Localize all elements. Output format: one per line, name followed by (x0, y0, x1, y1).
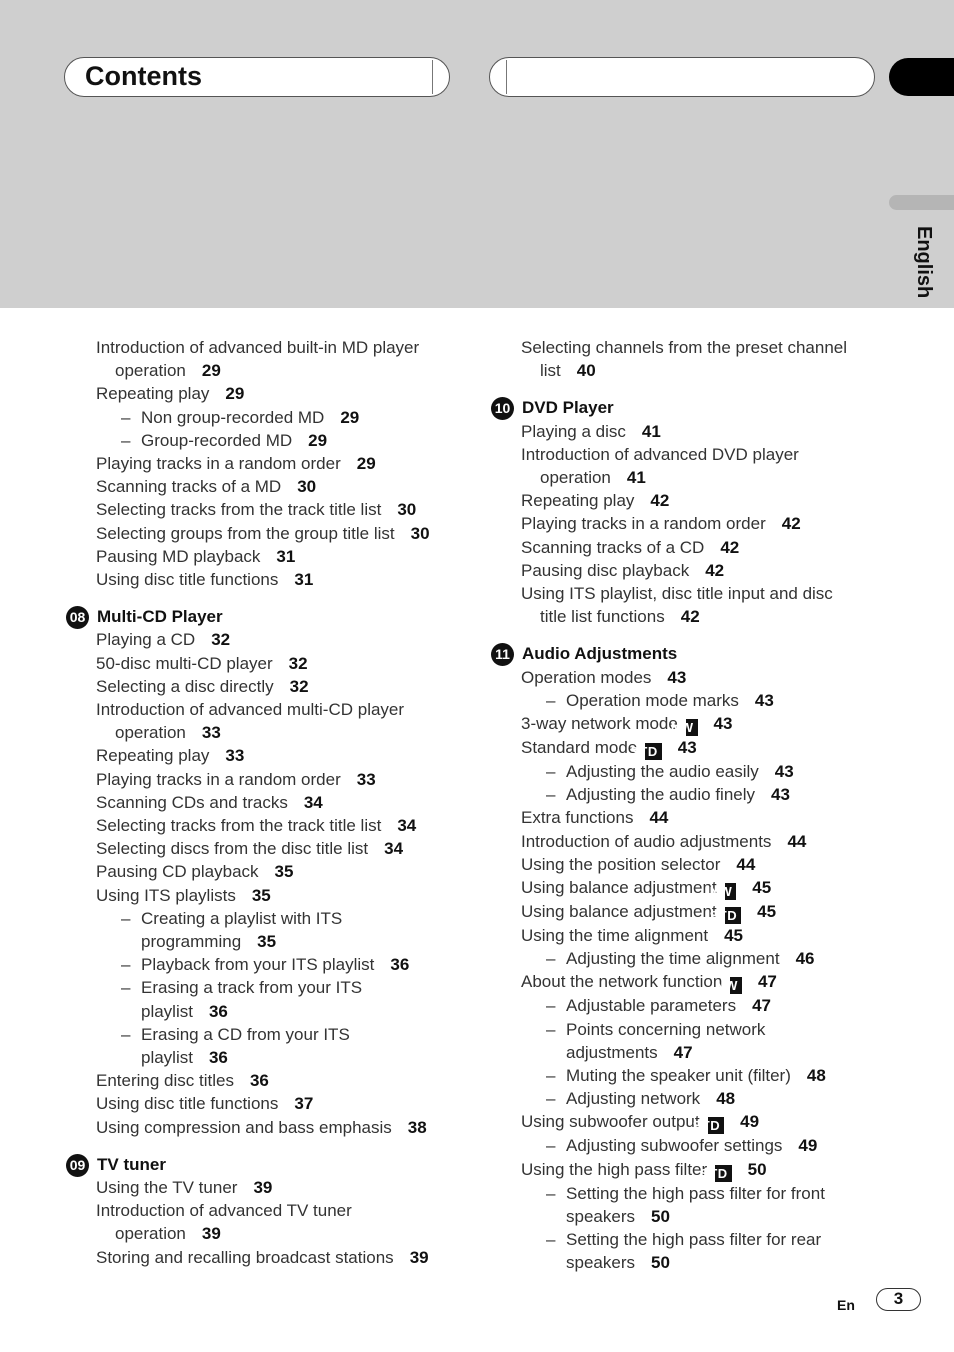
title-box-divider (432, 60, 433, 94)
toc-entry[interactable] (546, 760, 889, 783)
toc-page-number: 29 (201, 361, 221, 381)
section-number-badge: 10 (491, 397, 514, 420)
toc-entry-text: Adjusting the audio finely (566, 785, 756, 805)
toc-entry-text: Using balance adjustment (521, 878, 717, 898)
toc-page-number: 36 (249, 1071, 269, 1091)
toc-entry[interactable] (96, 336, 464, 382)
toc-page-number: 29 (225, 384, 245, 404)
toc-entry-text: Adjusting the time alignment (566, 949, 780, 969)
mode-badge: NW (725, 883, 737, 900)
toc-entry[interactable] (521, 806, 889, 829)
section-title: DVD Player (522, 398, 614, 418)
toc-page-number: 39 (253, 1178, 273, 1198)
toc-page-number: 42 (781, 514, 801, 534)
toc-entry-text: Using the position selector (521, 854, 721, 874)
toc-entry-text: Using the TV tuner (96, 1178, 238, 1198)
toc-page-number: 34 (397, 816, 417, 836)
toc-entry-text: Extra functions (521, 808, 634, 828)
dash-bullet: – (546, 1136, 556, 1156)
toc-page-number: 50 (650, 1253, 670, 1273)
toc-entry-text: Playing tracks in a random order (96, 769, 341, 789)
section-heading[interactable] (489, 396, 889, 419)
toc-entry[interactable] (521, 900, 889, 924)
toc-page-number: 44 (649, 808, 669, 828)
section-title: Multi-CD Player (97, 607, 223, 627)
toc-page-number: 36 (208, 1048, 228, 1068)
toc-entry[interactable] (521, 336, 889, 382)
toc-page-number: 32 (289, 676, 309, 696)
toc-entry[interactable] (96, 652, 464, 675)
toc-entry[interactable] (521, 443, 889, 489)
toc-page-number: 45 (757, 902, 777, 922)
toc-page-number: 35 (257, 932, 277, 952)
toc-page-number: 43 (771, 785, 790, 805)
dash-bullet: – (546, 1183, 556, 1203)
toc-page-number: 39 (409, 1247, 429, 1267)
toc-entry[interactable] (546, 783, 889, 806)
toc-entry[interactable] (96, 475, 464, 498)
toc-entry-text: Setting the high pass filter for front speakers (566, 1183, 825, 1226)
toc-entry-text: Selecting groups from the group title list (96, 523, 395, 543)
toc-entry-text: 50-disc multi-CD player (96, 653, 273, 673)
toc-entry[interactable] (521, 420, 889, 443)
toc-entry[interactable] (521, 830, 889, 853)
footer-language-code: En (837, 1297, 855, 1313)
language-tab-marker (889, 195, 954, 210)
toc-entry-text: Storing and recalling broadcast stations (96, 1247, 394, 1267)
toc-entry[interactable] (96, 744, 464, 767)
toc-entry[interactable] (96, 628, 464, 651)
toc-entry-text: Playing a disc (521, 421, 626, 441)
dash-bullet: – (121, 955, 131, 975)
toc-entry-text: Using balance adjustment (521, 902, 717, 922)
toc-entry-text: Using compression and bass emphasis (96, 1117, 392, 1137)
blank-box-divider (506, 60, 507, 94)
title-box (64, 57, 450, 97)
dash-bullet: – (546, 785, 556, 805)
toc-page-number: 40 (576, 361, 596, 381)
toc-page-number: 42 (720, 537, 740, 557)
toc-entry-text: Introduction of audio adjustments (521, 831, 772, 851)
toc-entry[interactable] (121, 406, 464, 429)
dash-bullet: – (546, 762, 556, 782)
blank-header-box (489, 57, 875, 97)
dash-bullet: – (121, 1024, 131, 1044)
toc-page-number: 41 (641, 421, 661, 441)
toc-entry-text: Playback from your ITS playlist (141, 955, 375, 975)
toc-entry-text: Adjusting network (566, 1089, 701, 1109)
toc-entry[interactable] (96, 768, 464, 791)
toc-entry[interactable] (96, 814, 464, 837)
section-heading[interactable] (64, 1153, 464, 1176)
toc-entry-text: Using the time alignment (521, 926, 709, 946)
toc-entry[interactable] (96, 860, 464, 883)
toc-entry[interactable] (121, 976, 464, 1022)
toc-page-number: 43 (667, 667, 687, 687)
toc-entry-text: Erasing a track from your ITS playlist (141, 978, 363, 1021)
toc-page-number: 44 (736, 854, 756, 874)
toc-entry-text: Group-recorded MD (141, 430, 293, 450)
toc-entry-text: Playing tracks in a random order (521, 514, 766, 534)
toc-entry[interactable] (521, 712, 889, 736)
dash-bullet: – (546, 1230, 556, 1250)
toc-page-number: 30 (397, 500, 417, 520)
toc-entry[interactable] (521, 1158, 889, 1182)
toc-entry[interactable] (521, 489, 889, 512)
toc-page-number: 43 (677, 738, 697, 758)
toc-entry-text: Introduction of advanced TV tuner operation (96, 1201, 352, 1244)
toc-page-number: 32 (288, 653, 308, 673)
section-title: Audio Adjustments (522, 644, 678, 664)
toc-entry-text: Using ITS playlist, disc title input and disc title list functions (521, 584, 833, 627)
toc-entry-text: Adjusting subwoofer settings (566, 1136, 783, 1156)
toc-entry-text: Entering disc titles (96, 1071, 234, 1091)
toc-entry-text: Operation mode marks (566, 690, 739, 710)
toc-page-number: 48 (716, 1089, 736, 1109)
toc-page-number: 49 (740, 1112, 760, 1132)
section-number-badge: 11 (491, 643, 514, 666)
toc-page-number: 42 (705, 560, 725, 580)
toc-page-number: 50 (650, 1206, 670, 1226)
toc-entry[interactable] (96, 1176, 464, 1199)
mode-badge: STD (645, 743, 662, 760)
toc-entry-text: Scanning tracks of a CD (521, 537, 705, 557)
toc-page-number: 29 (356, 454, 376, 474)
toc-entry[interactable] (96, 498, 464, 521)
toc-page-number: 29 (340, 407, 360, 427)
toc-entry-text: Pausing disc playback (521, 560, 690, 580)
section-heading[interactable] (64, 605, 464, 628)
toc-page-number: 30 (410, 523, 430, 543)
toc-entry-text: Using disc title functions (96, 570, 279, 590)
toc-page-number: 35 (251, 885, 271, 905)
toc-page-number: 48 (806, 1066, 826, 1086)
toc-page-number: 37 (294, 1094, 314, 1114)
toc-page-number: 42 (650, 491, 670, 511)
dash-bullet: – (121, 430, 131, 450)
toc-entry-text: Pausing CD playback (96, 862, 259, 882)
dash-bullet: – (546, 949, 556, 969)
toc-page-number: 36 (390, 955, 410, 975)
toc-entry[interactable] (96, 791, 464, 814)
toc-page-number: 36 (208, 1001, 228, 1021)
toc-entry-text: Selecting discs from the disc title list (96, 839, 369, 859)
toc-entry-text: Adjustable parameters (566, 996, 737, 1016)
mode-badge: NW (686, 719, 698, 736)
toc-entry-text: Setting the high pass filter for rear speakers (566, 1230, 822, 1273)
toc-entry-text: Standard mode (521, 738, 638, 758)
toc-entry-text: Scanning CDs and tracks (96, 792, 288, 812)
toc-entry[interactable] (121, 907, 464, 953)
mode-badge: STD (715, 1165, 732, 1182)
toc-page-number: 35 (274, 862, 294, 882)
toc-entry[interactable] (521, 970, 889, 994)
toc-entry-text: Introduction of advanced built-in MD player operation (96, 338, 420, 381)
toc-entry[interactable] (96, 522, 464, 545)
toc-entry[interactable] (96, 1069, 464, 1092)
toc-entry[interactable] (521, 666, 889, 689)
mode-badge: STD (708, 1117, 725, 1134)
toc-page-number: 43 (774, 762, 794, 782)
toc-entry-text: Pausing MD playback (96, 546, 261, 566)
toc-entry-text: Points concerning network adjustments (566, 1019, 766, 1062)
section-tab-marker (889, 58, 954, 96)
toc-page-number: 33 (225, 746, 245, 766)
page-title: Contents (85, 61, 202, 91)
toc-entry-text: Operation modes (521, 667, 652, 687)
toc-entry[interactable] (546, 1064, 889, 1087)
toc-entry[interactable] (546, 689, 889, 712)
toc-entry[interactable] (96, 1116, 464, 1139)
toc-entry[interactable] (521, 512, 889, 535)
section-title: TV tuner (97, 1154, 166, 1174)
toc-entry[interactable] (96, 568, 464, 591)
toc-page-number: 49 (798, 1136, 818, 1156)
toc-page-number: 44 (787, 831, 807, 851)
toc-entry-text: Repeating play (96, 746, 210, 766)
section-number-badge: 09 (66, 1154, 89, 1177)
toc-entry[interactable] (96, 1092, 464, 1115)
toc-entry[interactable] (121, 429, 464, 452)
dash-bullet: – (546, 1066, 556, 1086)
mode-badge: NW (730, 977, 742, 994)
toc-entry-text: Selecting a disc directly (96, 676, 274, 696)
toc-entry[interactable] (546, 947, 889, 970)
dash-bullet: – (546, 996, 556, 1016)
toc-entry-text: About the network function (521, 972, 723, 992)
toc-entry-text: Scanning tracks of a MD (96, 477, 282, 497)
page-number: 3 (876, 1288, 921, 1311)
toc-page-number: 47 (673, 1042, 693, 1062)
toc-page-number: 47 (752, 996, 772, 1016)
header-band (0, 0, 954, 308)
toc-entry[interactable] (546, 1134, 889, 1157)
toc-entry-text: Repeating play (521, 491, 635, 511)
toc-entry[interactable] (546, 1228, 889, 1274)
toc-entry[interactable] (121, 1023, 464, 1069)
toc-entry-text: Selecting channels from the preset channel list (521, 338, 848, 381)
toc-page-number: 42 (680, 607, 700, 627)
toc-entry-text: Muting the speaker unit (filter) (566, 1066, 791, 1086)
toc-entry[interactable] (96, 1246, 464, 1269)
toc-entry-text: Repeating play (96, 384, 210, 404)
toc-left-column (64, 336, 464, 1269)
toc-entry[interactable] (521, 924, 889, 947)
toc-entry[interactable] (96, 698, 464, 744)
toc-entry-text: Using disc title functions (96, 1094, 279, 1114)
toc-entry-text: Non group-recorded MD (141, 407, 325, 427)
toc-entry-text: Erasing a CD from your ITS playlist (141, 1024, 350, 1068)
dash-bullet: – (121, 407, 131, 427)
toc-page-number: 30 (297, 477, 317, 497)
toc-entry[interactable] (96, 675, 464, 698)
toc-page-number: 29 (308, 430, 328, 450)
toc-page-number: 34 (303, 792, 323, 812)
toc-entry[interactable] (546, 994, 889, 1017)
toc-entry-text: Introduction of advanced multi-CD player operation (96, 700, 405, 743)
toc-entry[interactable] (546, 1182, 889, 1228)
toc-page-number: 43 (754, 690, 774, 710)
toc-page-number: 46 (795, 949, 815, 969)
toc-entry-text: Using the high pass filter (521, 1159, 708, 1179)
dash-bullet: – (546, 1089, 556, 1109)
language-tab-label: English (913, 226, 935, 299)
toc-entry-text: Adjusting the audio easily (566, 762, 759, 782)
toc-right-column (489, 336, 889, 1274)
toc-page-number: 31 (276, 546, 296, 566)
toc-entry[interactable] (546, 1018, 889, 1064)
dash-bullet: – (546, 690, 556, 710)
toc-entry-text: Selecting tracks from the track title list (96, 816, 382, 836)
toc-page-number: 34 (384, 839, 404, 859)
toc-page-number: 47 (757, 972, 777, 992)
toc-entry-text: 3-way network mode (521, 714, 678, 734)
toc-entry[interactable] (121, 953, 464, 976)
toc-page-number: 38 (407, 1117, 427, 1137)
toc-page-number: 50 (747, 1159, 767, 1179)
dash-bullet: – (121, 908, 131, 928)
toc-entry[interactable] (96, 452, 464, 475)
section-number-badge: 08 (66, 606, 89, 629)
toc-entry[interactable] (521, 582, 889, 628)
dash-bullet: – (546, 1019, 556, 1039)
toc-entry-text: Playing a CD (96, 630, 196, 650)
toc-entry[interactable] (546, 1087, 889, 1110)
toc-entry[interactable] (96, 837, 464, 860)
toc-entry-text: Creating a playlist with ITS programming (141, 908, 343, 952)
toc-page-number: 45 (724, 926, 744, 946)
toc-page-number: 31 (294, 570, 314, 590)
toc-entry[interactable] (521, 736, 889, 760)
toc-page-number: 43 (713, 714, 733, 734)
toc-entry-text: Introduction of advanced DVD player operation (521, 444, 799, 487)
mode-badge: STD (725, 907, 742, 924)
dash-bullet: – (121, 978, 131, 998)
toc-page-number: 33 (201, 723, 221, 743)
toc-entry[interactable] (521, 536, 889, 559)
toc-page-number: 32 (211, 630, 231, 650)
toc-entry[interactable] (521, 853, 889, 876)
toc-page-number: 39 (201, 1224, 221, 1244)
toc-entry-text: Playing tracks in a random order (96, 454, 341, 474)
toc-entry-text: Using ITS playlists (96, 885, 236, 905)
toc-page-number: 41 (626, 468, 646, 487)
toc-entry[interactable] (96, 884, 464, 907)
toc-page-number: 45 (752, 878, 772, 898)
section-heading[interactable] (489, 642, 889, 665)
toc-entry[interactable] (96, 382, 464, 405)
toc-entry[interactable] (521, 559, 889, 582)
toc-entry[interactable] (96, 545, 464, 568)
toc-entry[interactable] (521, 1110, 889, 1134)
toc-entry-text: Using subwoofer output (521, 1112, 700, 1132)
toc-page-number: 33 (356, 769, 376, 789)
toc-entry[interactable] (521, 876, 889, 900)
toc-entry[interactable] (96, 1199, 464, 1245)
toc-entry-text: Selecting tracks from the track title list (96, 500, 382, 520)
